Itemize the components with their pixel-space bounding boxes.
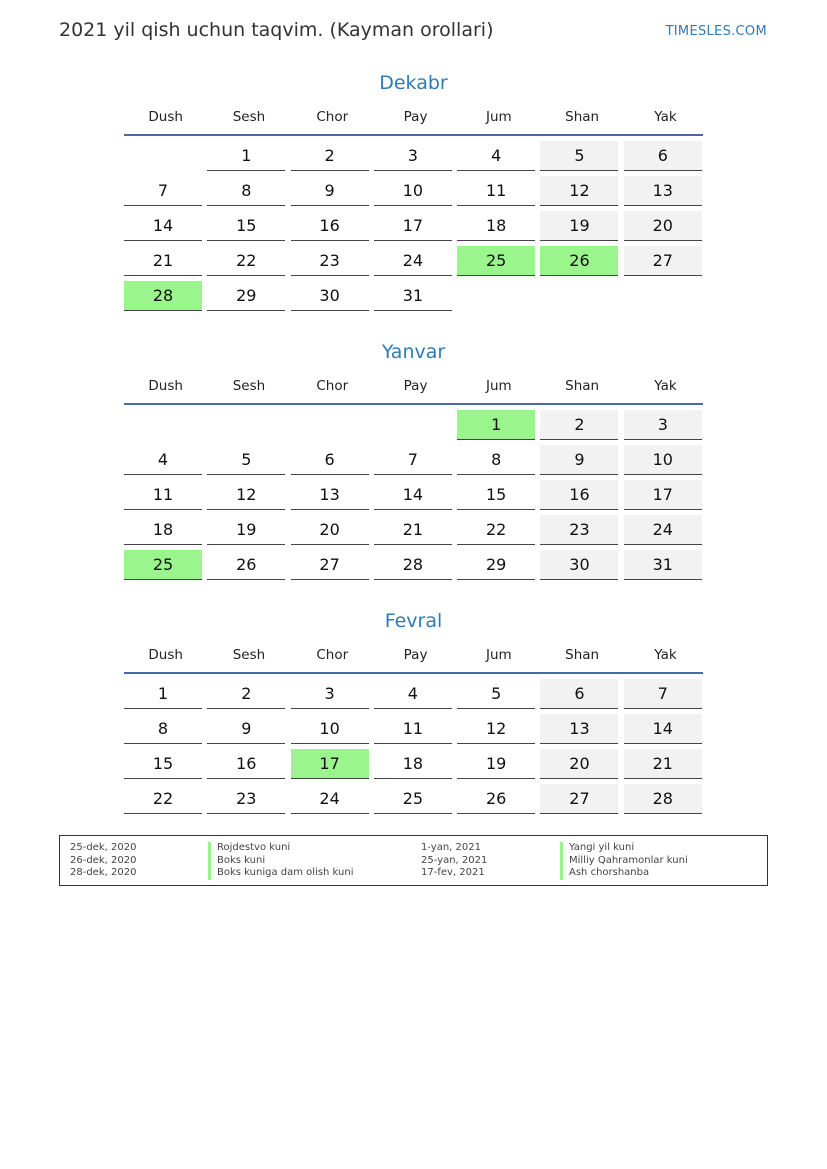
weekday-label: Chor [316, 378, 349, 394]
weekday-label: Shan [565, 109, 600, 125]
week-row [124, 515, 703, 545]
week-row [124, 550, 703, 580]
legend-holiday-name: Ash chorshanba [560, 867, 688, 880]
day-cell: 7 [124, 176, 202, 206]
day-cell: 8 [124, 714, 202, 744]
day-cell: 8 [457, 445, 535, 475]
weekend-day-cell: 23 [540, 515, 618, 545]
day-cell: 25 [374, 784, 452, 814]
weekday-label: Yak [654, 378, 677, 394]
holiday-day-cell: 25 [124, 550, 202, 580]
day-cell: 28 [374, 550, 452, 580]
weekend-day-cell: 31 [624, 550, 702, 580]
day-cell: 19 [457, 749, 535, 779]
weekday-label: Sesh [232, 109, 266, 125]
legend-names-right [560, 842, 688, 880]
day-cell: 30 [291, 281, 369, 311]
day-cell: 22 [207, 246, 285, 276]
month-name: Yanvar [381, 341, 446, 363]
brand-link[interactable]: TIMESLES.COM [665, 24, 767, 39]
weekend-day-cell: 28 [624, 784, 702, 814]
day-cell: 12 [457, 714, 535, 744]
day-cell: 1 [124, 679, 202, 709]
weekday-label: Yak [654, 647, 677, 663]
legend-date: 26-dek, 2020 [70, 854, 137, 866]
day-cell: 17 [374, 211, 452, 241]
weekday-label: Pay [403, 109, 428, 125]
legend-holiday-name: Yangi yil kuni [560, 842, 688, 855]
weekend-day-cell: 13 [624, 176, 702, 206]
day-cell: 7 [374, 445, 452, 475]
day-cell: 23 [291, 246, 369, 276]
week-row [124, 714, 703, 744]
day-cell: 5 [207, 445, 285, 475]
day-cell: 11 [124, 480, 202, 510]
weekend-day-cell: 17 [624, 480, 702, 510]
day-grid [124, 141, 703, 311]
week-row [124, 141, 703, 171]
day-cell: 27 [291, 550, 369, 580]
holiday-day-cell: 26 [540, 246, 618, 276]
weekend-day-cell: 5 [540, 141, 618, 171]
legend-date: 28-dek, 2020 [70, 867, 137, 878]
day-cell: 4 [374, 679, 452, 709]
holiday-day-cell: 25 [457, 246, 535, 276]
weekday-header [124, 375, 703, 405]
weekend-day-cell: 27 [624, 246, 702, 276]
day-cell: 2 [207, 679, 285, 709]
day-cell: 1 [207, 141, 285, 171]
day-cell: 15 [207, 211, 285, 241]
day-cell: 15 [124, 749, 202, 779]
weekday-header [124, 644, 703, 674]
legend-date: 25-yan, 2021 [421, 854, 488, 866]
legend-holiday-name: Milliy Qahramonlar kuni [560, 855, 688, 868]
legend-holiday-name: Boks kuni [208, 855, 353, 868]
week-row [124, 749, 703, 779]
holiday-day-cell: 28 [124, 281, 202, 311]
day-cell: 15 [457, 480, 535, 510]
week-row [124, 410, 703, 440]
holiday-legend [59, 835, 768, 886]
empty-day-cell [124, 410, 202, 440]
legend-date: 1-yan, 2021 [421, 842, 481, 853]
weekend-day-cell: 16 [540, 480, 618, 510]
day-cell: 10 [291, 714, 369, 744]
day-cell: 11 [374, 714, 452, 744]
weekend-day-cell: 2 [540, 410, 618, 440]
weekday-label: Yak [654, 109, 677, 125]
holiday-day-cell: 17 [291, 749, 369, 779]
weekday-label: Pay [403, 378, 428, 394]
day-cell: 26 [457, 784, 535, 814]
day-cell: 14 [124, 211, 202, 241]
day-cell: 29 [207, 281, 285, 311]
day-cell: 16 [291, 211, 369, 241]
weekend-day-cell: 27 [540, 784, 618, 814]
day-cell: 4 [457, 141, 535, 171]
month-fevral [124, 608, 703, 814]
weekend-day-cell: 6 [540, 679, 618, 709]
day-cell: 14 [374, 480, 452, 510]
weekend-day-cell: 10 [624, 445, 702, 475]
weekend-day-cell: 30 [540, 550, 618, 580]
day-cell: 5 [457, 679, 535, 709]
weekday-label: Chor [316, 109, 349, 125]
day-grid [124, 410, 703, 580]
weekday-label: Dush [148, 378, 183, 394]
week-row [124, 679, 703, 709]
day-cell: 26 [207, 550, 285, 580]
empty-day-cell [291, 410, 369, 440]
week-row [124, 445, 703, 475]
day-cell: 12 [207, 480, 285, 510]
empty-day-cell [457, 281, 535, 311]
weekday-label: Jum [485, 109, 512, 125]
weekday-label: Shan [565, 647, 600, 663]
empty-day-cell [207, 410, 285, 440]
day-cell: 18 [124, 515, 202, 545]
day-cell: 22 [457, 515, 535, 545]
day-cell: 22 [124, 784, 202, 814]
weekday-label: Dush [148, 109, 183, 125]
weekday-label: Jum [485, 647, 512, 663]
weekend-day-cell: 19 [540, 211, 618, 241]
day-cell: 23 [207, 784, 285, 814]
day-cell: 9 [291, 176, 369, 206]
month-name: Fevral [384, 610, 443, 632]
week-row [124, 281, 703, 311]
week-row [124, 246, 703, 276]
day-cell: 18 [374, 749, 452, 779]
empty-day-cell [540, 281, 618, 311]
day-cell: 24 [291, 784, 369, 814]
legend-date: 25-dek, 2020 [70, 842, 137, 853]
legend-holiday-name: Boks kuniga dam olish kuni [208, 867, 353, 880]
page-title: 2021 yil qish uchun taqvim. (Kayman orollari) [59, 19, 494, 41]
day-cell: 8 [207, 176, 285, 206]
legend-holiday-name: Rojdestvo kuni [208, 842, 353, 855]
weekend-day-cell: 7 [624, 679, 702, 709]
day-cell: 24 [374, 246, 452, 276]
weekend-day-cell: 20 [540, 749, 618, 779]
month-yanvar [124, 339, 703, 580]
weekend-day-cell: 24 [624, 515, 702, 545]
legend-dates-left [70, 842, 136, 880]
day-cell: 29 [457, 550, 535, 580]
legend-date: 17-fev, 2021 [421, 867, 485, 878]
day-grid [124, 679, 703, 814]
weekday-label: Chor [316, 647, 349, 663]
weekend-day-cell: 13 [540, 714, 618, 744]
weekday-header [124, 106, 703, 136]
empty-day-cell [124, 141, 202, 171]
day-cell: 18 [457, 211, 535, 241]
weekend-day-cell: 6 [624, 141, 702, 171]
week-row [124, 784, 703, 814]
empty-day-cell [374, 410, 452, 440]
month-dekabr [124, 70, 703, 311]
weekend-day-cell: 20 [624, 211, 702, 241]
legend-names-left [208, 842, 353, 880]
month-name: Dekabr [379, 72, 448, 94]
day-cell: 4 [124, 445, 202, 475]
day-cell: 21 [374, 515, 452, 545]
weekend-day-cell: 9 [540, 445, 618, 475]
day-cell: 3 [374, 141, 452, 171]
day-cell: 19 [207, 515, 285, 545]
weekend-day-cell: 21 [624, 749, 702, 779]
week-row [124, 480, 703, 510]
week-row [124, 176, 703, 206]
legend-dates-right [421, 842, 487, 880]
day-cell: 6 [291, 445, 369, 475]
weekday-label: Dush [148, 647, 183, 663]
weekday-label: Shan [565, 378, 600, 394]
weekday-label: Pay [403, 647, 428, 663]
day-cell: 9 [207, 714, 285, 744]
weekend-day-cell: 3 [624, 410, 702, 440]
empty-day-cell [624, 281, 702, 311]
day-cell: 31 [374, 281, 452, 311]
day-cell: 3 [291, 679, 369, 709]
weekday-label: Sesh [232, 378, 266, 394]
weekend-day-cell: 14 [624, 714, 702, 744]
weekday-label: Sesh [232, 647, 266, 663]
day-cell: 20 [291, 515, 369, 545]
weekend-day-cell: 12 [540, 176, 618, 206]
day-cell: 2 [291, 141, 369, 171]
day-cell: 21 [124, 246, 202, 276]
day-cell: 11 [457, 176, 535, 206]
weekday-label: Jum [485, 378, 512, 394]
day-cell: 16 [207, 749, 285, 779]
day-cell: 13 [291, 480, 369, 510]
day-cell: 10 [374, 176, 452, 206]
week-row [124, 211, 703, 241]
holiday-day-cell: 1 [457, 410, 535, 440]
